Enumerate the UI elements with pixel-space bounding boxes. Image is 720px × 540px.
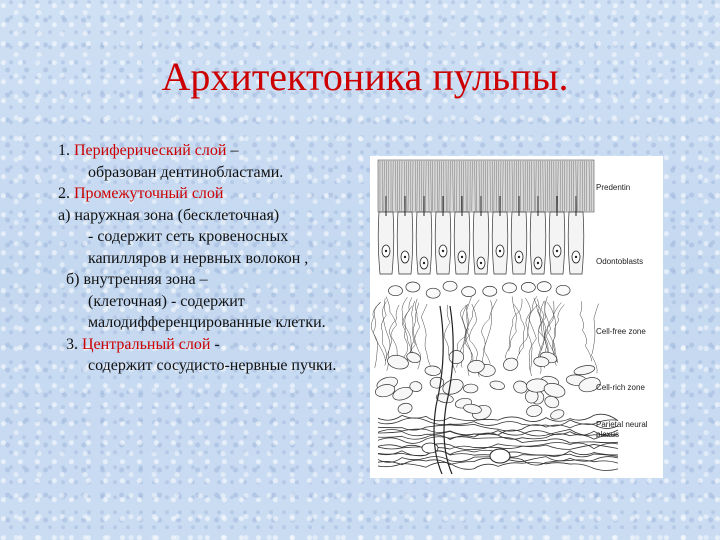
label-cell-free-zone: Cell-free zone [596,327,646,336]
item-1-continuation: образован дентинобластами. [88,163,284,181]
item-3-continuation: содержит сосудисто-нервные пучки. [88,357,337,374]
list-item-1 [58,140,368,162]
item-3-heading: Центральный слой [82,335,211,353]
item-3-suffix: - [210,335,220,353]
item-2-heading: Промежуточный слой [74,185,224,202]
label-plexus-line1: Parietal neural [596,420,648,429]
label-cell-rich-zone: Cell-rich zone [596,383,645,392]
list-item-2 [58,183,368,205]
pulp-histology-figure [370,156,663,478]
slide-title: Архитектоника пульпы. [161,54,569,99]
list-item-2a: а) наружная зона (бесклеточная) [58,206,280,224]
item-3-prefix: 3. [66,335,82,353]
item-1-heading: Периферический слой [74,142,227,159]
item-2a-continuation: - содержит сеть кровеносных капилляров и нервных волокон , [88,228,309,267]
label-parietal-plexus [596,420,648,440]
label-predentin: Predentin [596,183,631,192]
label-odontoblasts: Odontoblasts [596,257,644,266]
list-item-3 [58,334,368,356]
item-2b-continuation: (клеточная) - содержит малодифференцированные клетки. [88,292,326,331]
label-plexus-line2: plexus [596,430,620,439]
text-block [58,140,368,377]
item-1-suffix: – [226,142,239,159]
item-2-prefix: 2. [58,185,74,202]
list-item-2b: б) внутренняя зона – [66,271,208,288]
item-1-prefix: 1. [58,142,74,159]
